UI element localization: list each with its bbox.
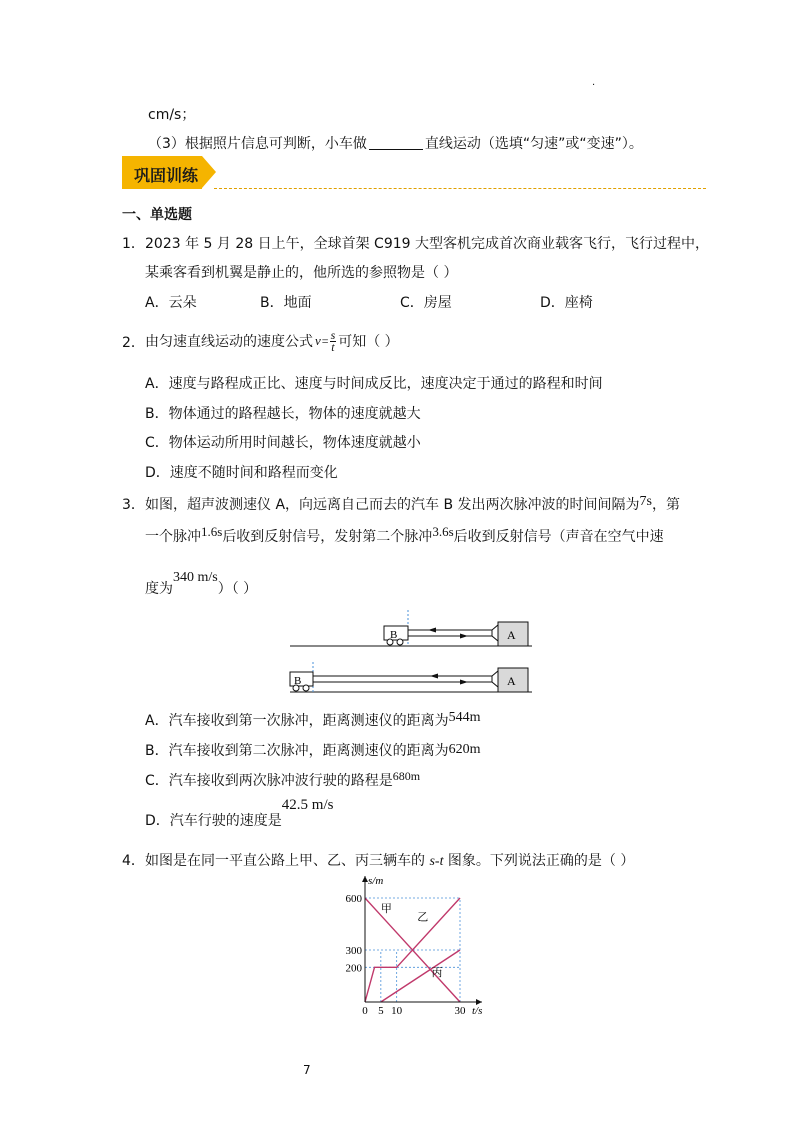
wave-arrow-right [460,680,468,685]
car-wheel [303,685,309,691]
q3-option-a[interactable] [145,710,480,730]
q3-line3-end: ）（ ） [217,581,258,597]
q2-option-a[interactable]: A．速度与路程成正比、速度与时间成反比，速度决定于通过的路程和时间 [145,376,603,392]
series-label-2: 乙 [417,911,429,924]
q3-interval: 7s [639,494,652,509]
series-label-3: 丙 [431,967,443,979]
q3-option-d-text: D．汽车行驶的速度是 [145,813,282,829]
q1-line2: 某乘客看到机翼是静止的，他所选的参照物是（ ） [145,265,458,281]
q4-text-a: 如图是在同一平直公路上甲、乙、丙三辆车的 [145,853,430,869]
unit-line: cm/s； [148,107,196,123]
q3-option-b[interactable] [145,740,481,760]
q3-option-c-value: 680m [392,769,421,783]
x-tick-label: 0 [362,1005,368,1017]
q3-time1: 1.6s [201,524,223,539]
device-label-1: A [507,628,516,642]
q1-option-b[interactable]: B．地面 [260,295,312,311]
q3-option-c[interactable] [145,770,420,790]
q3-figure [280,608,540,698]
formula-v: v [315,333,321,348]
q3-option-a-text: A．汽车接收到第一次脉冲，距离测速仪的距离为 [145,713,449,729]
q2-option-b[interactable]: B．物体通过的路程越长，物体的速度就越大 [145,406,421,422]
y-axis-label: s/m [368,875,384,887]
q3-line2-text: 一个脉冲 [145,529,201,545]
q3-line3 [145,570,258,598]
q1-line1: 2023 年 5 月 28 日上午，全球首架 C919 大型客机完成首次商业载客飞行，飞行过程中， [145,236,709,252]
car-label-2: B [294,675,302,687]
q3-time2: 3.6s [432,524,454,539]
q3-previous-subquestion [148,133,643,153]
section-divider [214,188,706,189]
q3-line1 [145,494,680,514]
q3-suffix: 直线运动（选填“匀速”或“变速”）。 [424,136,643,152]
q3-line2-end: 后收到反射信号（声音在空气中速 [453,529,664,545]
q2-prefix: 由匀速直线运动的速度公式 [145,334,313,350]
formula-numerator: s [330,327,336,342]
formula-equals: = [321,333,329,348]
formula-denominator: t [331,339,335,354]
section-tag [122,156,214,189]
q2-stem [145,324,399,358]
q2-number: 2． [122,335,145,351]
x-axis-label: t/s [472,1005,483,1017]
device-horn-2 [492,671,498,687]
q3-prefix: （3）根据照片信息可判断，小车做 [148,136,367,152]
car-label-1: B [390,629,398,641]
section-subheading: 一、单选题 [122,207,192,223]
q1-option-c[interactable]: C．房屋 [400,295,452,311]
q3-option-c-text: C．汽车接收到两次脉冲波行驶的路程是 [145,773,393,789]
q4-stem [145,850,634,870]
page-number: 7 [303,1063,311,1077]
q3-option-a-value: 544m [448,710,481,725]
x-tick-label: 30 [454,1005,466,1017]
q4-text-b: 图象。下列说法正确的是（ ） [443,853,635,869]
section-tag-label: 巩固训练 [134,166,199,185]
answer-blank[interactable] [369,135,423,150]
q1-number: 1． [122,236,145,252]
q3-line2 [145,526,664,546]
q3-number: 3． [122,497,145,513]
q1-option-d[interactable]: D．座椅 [540,295,593,311]
series-label-1: 甲 [380,902,392,915]
q3-sound-speed: 340 m/s [173,570,218,585]
wave-arrow-left [428,628,436,633]
device-label-2: A [507,674,516,688]
q1-option-a[interactable]: A．云朵 [145,295,197,311]
q2-option-c[interactable]: C．物体运动所用时间越长，物体速度就越小 [145,435,421,451]
q4-variable: s-t [429,854,444,869]
wave-arrow-left [430,674,438,679]
st-chart [330,870,500,1020]
q3-line2-mid: 后收到反射信号，发射第二个脉冲 [222,529,433,545]
header-mark: · [592,80,596,91]
q3-option-b-text: B．汽车接收到第二次脉冲，距离测速仪的距离为 [145,743,449,759]
wave-arrow-right [460,634,468,639]
x-tick-label: 10 [391,1005,403,1017]
q2-option-d[interactable]: D．速度不随时间和路程而变化 [145,465,338,481]
q4-number: 4． [122,853,145,869]
formula-fraction [330,327,337,354]
x-tick-label: 5 [378,1005,384,1017]
y-tick-label: 200 [345,962,362,975]
device-horn-1 [492,625,498,641]
q3-line1-end: ，第 [651,497,680,513]
y-tick-label: 600 [345,893,362,905]
q2-suffix: 可知（ ） [338,334,399,350]
q3-line1-text: 如图，超声波测速仪 A，向远离自己而去的汽车 B 发出两次脉冲波的时间间隔为 [145,497,640,513]
y-tick-label: 300 [345,945,362,957]
car-wheel [397,639,403,645]
q3-option-d[interactable] [145,797,334,830]
q3-line3-text: 度为 [145,581,173,597]
q3-option-b-value: 620m [448,742,481,757]
q3-option-d-value: 42.5 m/s [281,797,334,813]
